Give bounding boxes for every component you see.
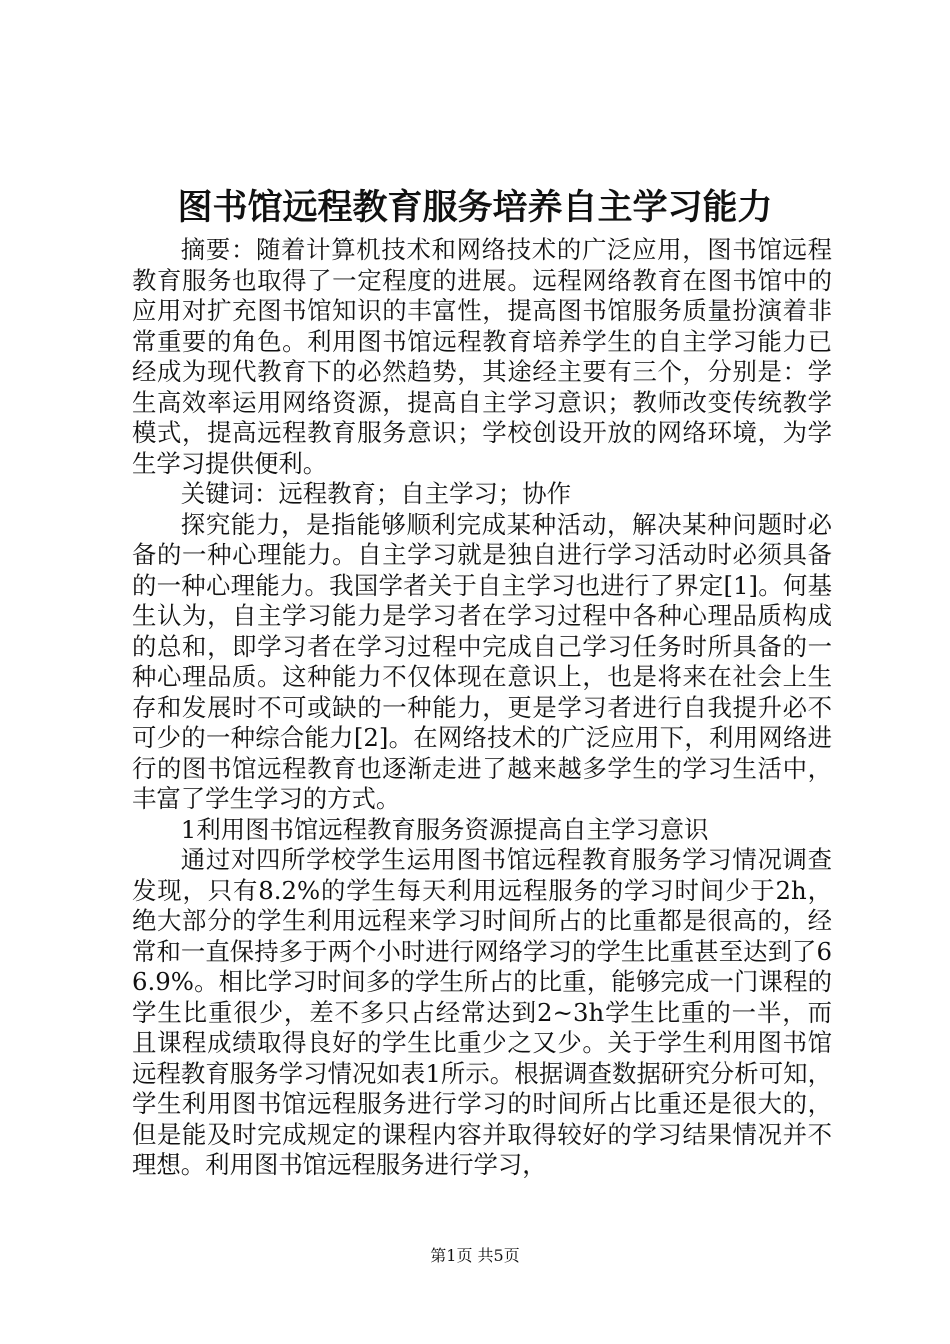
intro-paragraph: 探究能力，是指能够顺利完成某种活动，解决某种问题时必备的一种心理能力。自主学习就是独自进行学习活动时必须具备的一种心理能力。我国学者关于自主学习也进行了界定[1]。何基生认为，自主学习能力是学习者在学习过程中各种心理品质构成的总和，即学习者在学习过程中完成自己学习任务时所具备的一种心理品质。这种能力不仅体现在意识上，也是将来在社会上生存和发展时不可或缺的一种能力，更是学习者进行自我提升必不可少的一种综合能力[2]。在网络技术的广泛应用下，利用网络进行的图书馆远程教育也逐渐走进了越来越多学生的学习生活中，丰富了学生学习的方式。 — [132, 509, 832, 813]
document-body — [132, 235, 832, 1181]
section-heading: 1利用图书馆远程教育服务资源提高自主学习意识 — [180, 814, 709, 844]
keywords-paragraph: 关键词：远程教育；自主学习；协作 — [180, 479, 572, 508]
document-title: 图书馆远程教育服务培养自主学习能力 — [177, 188, 773, 228]
abstract-paragraph: 摘要：随着计算机技术和网络技术的广泛应用，图书馆远程教育服务也取得了一定程度的进展。远程网络教育在图书馆中的应用对扩充图书馆知识的丰富性，提高图书馆服务质量扮演着非常重要的角色。利用图书馆远程教育培养学生的自主学习能力已经成为现代教育下的必然趋势，其途经主要有三个，分别是：学生高效率运用网络资源，提高自主学习意识；教师改变传统教学模式，提高远程教育服务意识；学校创设开放的网络环境，为学生学习提供便利。 — [132, 235, 832, 478]
section-paragraph: 通过对四所学校学生运用图书馆远程教育服务学习情况调查发现，只有8.2%的学生每天利用远程服务的学习时间少于2h，绝大部分的学生利用远程来学习时间所占的比重都是很高的，经常和一直保持多于两个小时进行网络学习的学生比重甚至达到了66.9%。相比学习时间多的学生所占的比重，能够完成一门课程的学生比重很少，差不多只占经常达到2~3h学生比重的一半，而且课程成绩取得良好的学生比重少之又少。关于学生利用图书馆远程教育服务学习情况如表1所示。根据调查数据研究分析可知，学生利用图书馆远程服务进行学习的时间所占比重还是很大的，但是能及时完成规定的课程内容并取得较好的学习结果情况并不理想。利用图书馆远程服务进行学习， — [132, 845, 832, 1179]
page-footer: 第1页 共5页 — [430, 1246, 520, 1265]
